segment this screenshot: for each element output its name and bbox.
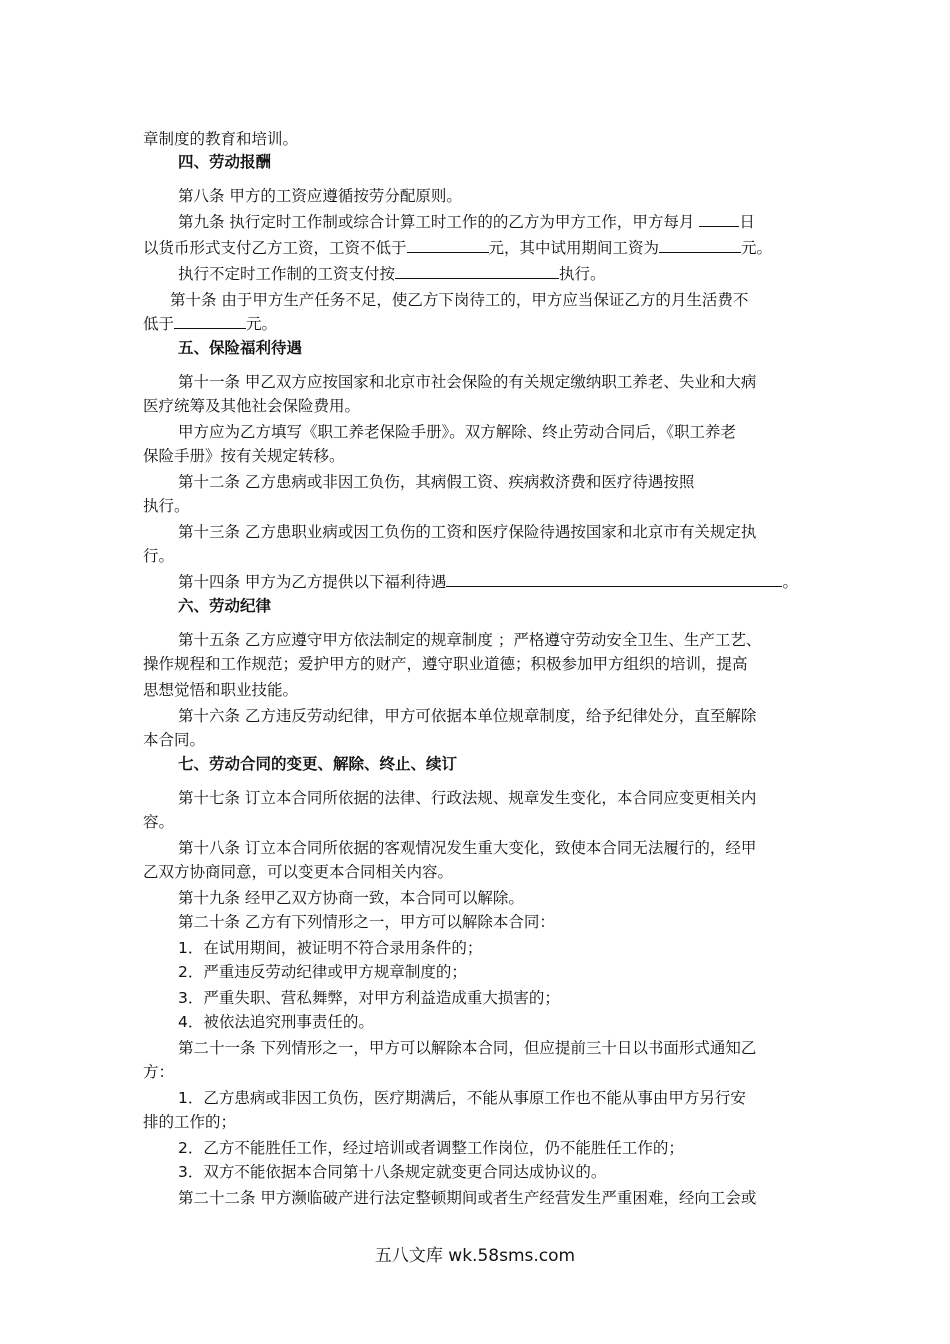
- fill-in-blank: [659, 237, 741, 253]
- list-item: 2．乙方不能胜任工作，经过培训或者调整工作岗位，仍不能胜任工作的；: [178, 1139, 684, 1157]
- line-text: 第九条 执行定时工作制或综合计算工时工作的的乙方为甲方工作，甲方每月: [178, 213, 695, 231]
- text-line: 方：: [143, 1063, 175, 1081]
- text-line: 第十七条 订立本合同所依据的法律、行政法规、规章发生变化，本合同应变更相关内: [178, 789, 757, 807]
- list-item: 3．严重失职、营私舞弊，对甲方利益造成重大损害的；: [178, 989, 560, 1007]
- line-text: 元。: [741, 239, 773, 257]
- list-item: 1．乙方患病或非因工负伤，医疗期满后，不能从事原工作也不能从事由甲方另行安: [178, 1089, 746, 1107]
- text-line: 第十一条 甲乙双方应按国家和北京市社会保险的有关规定缴纳职工养老、失业和大病: [178, 373, 757, 391]
- line-text: 第十四条 甲方为乙方提供以下福利待遇: [178, 573, 447, 591]
- section-heading: 四、劳动报酬: [178, 153, 272, 171]
- section-heading: 五、保险福利待遇: [178, 339, 303, 357]
- list-item: 3．双方不能依据本合同第十八条规定就变更合同达成协议的。: [178, 1163, 607, 1181]
- text-line: 行。: [143, 547, 175, 565]
- text-line: [143, 237, 772, 259]
- fill-in-blank: [699, 211, 739, 227]
- line-text: 日: [739, 213, 755, 231]
- text-line: 医疗统筹及其他社会保险费用。: [143, 397, 361, 415]
- text-line: [178, 571, 798, 593]
- fill-in-blank: [395, 263, 559, 279]
- list-item: 2．严重违反劳动纪律或甲方规章制度的；: [178, 963, 467, 981]
- line-text: 以货币形式支付乙方工资，工资不低于: [143, 239, 407, 257]
- section-heading: 七、劳动合同的变更、解除、终止、续订: [178, 755, 458, 773]
- text-line: [178, 263, 606, 285]
- text-line: 容。: [143, 813, 175, 831]
- text-line: 第十条 由于甲方生产任务不足，使乙方下岗待工的，甲方应当保证乙方的月生活费不: [170, 291, 749, 309]
- text-line: 第十三条 乙方患职业病或因工负伤的工资和医疗保险待遇按国家和北京市有关规定执: [178, 523, 757, 541]
- text-line: 第十六条 乙方违反劳动纪律，甲方可依据本单位规章制度，给予纪律处分，直至解除: [178, 707, 757, 725]
- line-text: 执行。: [559, 265, 606, 283]
- text-line: 第十五条 乙方应遵守甲方依法制定的规章制度 ；严格遵守劳动安全卫生、生产工艺、: [178, 631, 762, 649]
- text-line: 思想觉悟和职业技能。: [143, 681, 299, 699]
- text-line: 执行。: [143, 497, 190, 515]
- section-heading: 六、劳动纪律: [178, 597, 272, 615]
- fill-in-blank: [407, 237, 489, 253]
- text-line: 第十八条 订立本合同所依据的客观情况发生重大变化，致使本合同无法履行的，经甲: [178, 839, 757, 857]
- fill-in-blank: [174, 313, 246, 329]
- text-line: 章制度的教育和培训。: [143, 130, 299, 148]
- text-line: 第二十二条 甲方濒临破产进行法定整顿期间或者生产经营发生严重困难，经向工会或: [178, 1189, 757, 1207]
- text-line: 甲方应为乙方填写《职工养老保险手册》。双方解除、终止劳动合同后，《职工养老: [178, 423, 737, 441]
- list-item: 4．被依法追究刑事责任的。: [178, 1013, 374, 1031]
- text-line: [143, 313, 277, 335]
- line-text: 。: [782, 573, 798, 591]
- line-text: 元。: [246, 315, 278, 333]
- line-text: 元，其中试用期间工资为: [488, 239, 660, 257]
- text-line: 排的工作的；: [143, 1113, 237, 1131]
- text-line: 第十二条 乙方患病或非因工负伤，其病假工资、疾病救济费和医疗待遇按照: [178, 473, 695, 491]
- text-line: 第二十一条 下列情形之一，甲方可以解除本合同，但应提前三十日以书面形式通知乙: [178, 1039, 757, 1057]
- text-line: [178, 211, 755, 233]
- line-text: 执行不定时工作制的工资支付按: [178, 265, 396, 283]
- text-line: 第二十条 乙方有下列情形之一，甲方可以解除本合同：: [178, 913, 555, 931]
- text-line: 乙双方协商同意，可以变更本合同相关内容。: [143, 863, 454, 881]
- text-line: 保险手册》按有关规定转移。: [143, 447, 345, 465]
- line-text: 低于: [143, 315, 175, 333]
- text-line: 第十九条 经甲乙双方协商一致，本合同可以解除。: [178, 889, 524, 907]
- text-line: 操作规程和工作规范；爱护甲方的财产，遵守职业道德；积极参加甲方组织的培训，提高: [143, 655, 748, 673]
- page-footer-watermark: 五八文库 wk.58sms.com: [374, 1246, 576, 1266]
- text-line: 第八条 甲方的工资应遵循按劳分配原则。: [178, 187, 462, 205]
- list-item: 1．在试用期间，被证明不符合录用条件的；: [178, 939, 483, 957]
- text-line: 本合同。: [143, 731, 206, 749]
- fill-in-blank: [446, 571, 782, 587]
